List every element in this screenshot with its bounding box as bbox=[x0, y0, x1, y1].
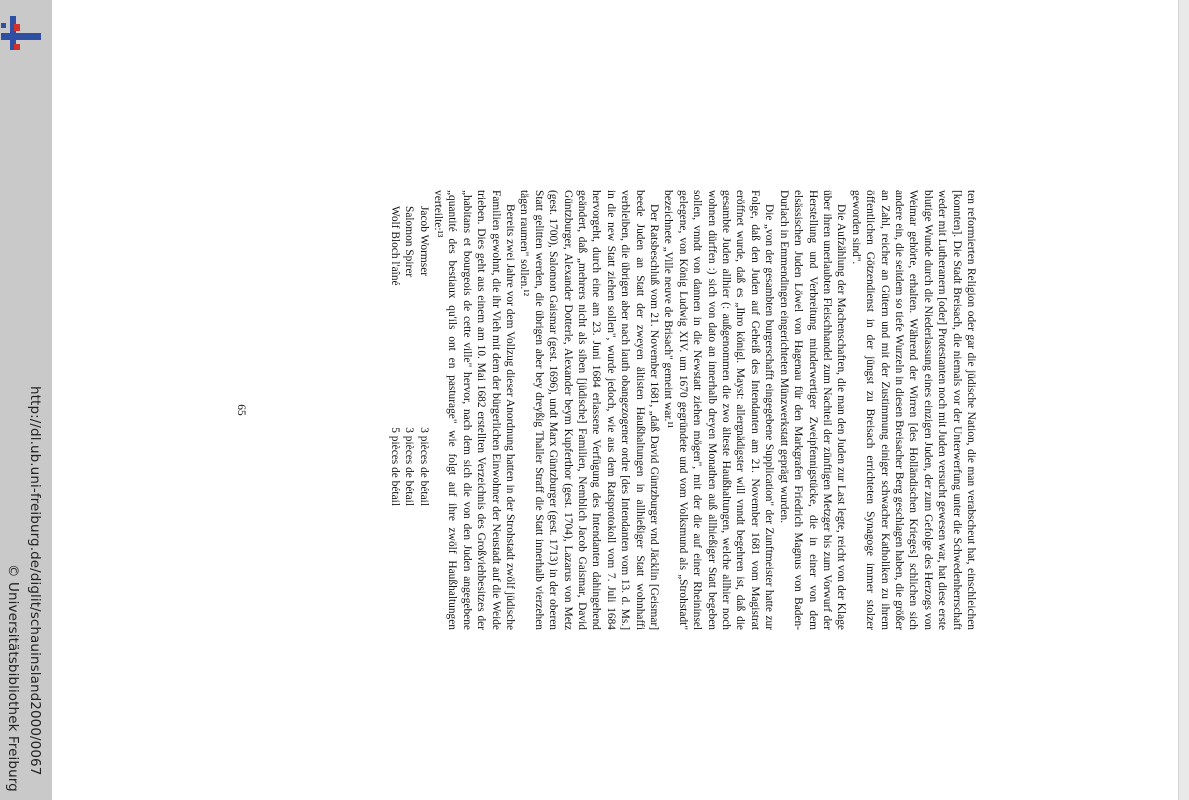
household-name: Wolf Bloch l'aîné bbox=[388, 206, 401, 286]
page-number: 65 bbox=[235, 404, 247, 416]
cattle-count: 3 pièces de bétail bbox=[417, 427, 430, 506]
list-item bbox=[416, 206, 430, 506]
body-text bbox=[431, 190, 978, 630]
household-list bbox=[387, 206, 430, 630]
list-item bbox=[402, 206, 416, 506]
source-url[interactable]: http://dl.ub.uni-freiburg.de/diglit/schauinsland2000/0067 bbox=[27, 386, 43, 776]
paragraph: Der Ratsbeschluß vom 21. November 1681, „daß David Güntzburger vnd Jäcklin [Geismar] beede Juden an Statt der zweyen ältisten Haußhaltungen in allhießiger Statt wohnhaffi verbleiben, die übrigen aber nach lauth obangezogener ordre [des Intendanten vom 13. d. Ms.] in die new Statt ziehen sollen", wurde jedoch, wie aus dem Ratsprotokoll vom 7. Juli 1684 hervorgeht, durch eine am 23. Juni 1684 erlassene Verfügung des Intendanten dahingehend geändert, daß „mehrers nicht als siben [jüdische] Familien, Nemblich Jacob Gaismar, David Güntzburger, Alexander Dotterle, Alexander beym Kupferthor (gest. 1704), Lazarus von Metz (gest. 1700), Salomon Gaismar (gest. 1696), undt Marx Güntzburger (gest. 1713) in der oberen Statt gelitten werden, die übrigen aber bey dreyßig Thaller Straff die Statt innerhalb vierzehen tägen raumen" sollen.¹² bbox=[518, 190, 661, 630]
copyright-notice: © Universitätsbibliothek Freiburg bbox=[5, 564, 21, 792]
paragraph: ten reformierten Religion oder gar die jüdische Nation, die man verabscheut hat, einschleichen [konnten]. Die Stadt Breisach, die niemals vor der Unterwerfung unter die Schwedenherrschaft weder mit Lutheranern [oder] Protestanten noch mit Juden versucht gewesen war, hat diese erste blutige Wunde durch die Niederlassung eines einzigen Juden, der zum Gefolge des Herzogs von Weimar gehörte, erhalten. Während der Wirren [des Holländischen Krieges] schlichen sich andere ein, die seitdem so tiefe Wurzeln in diesen Breisacher Berg geschlagen haben, die größer an Zahl, reicher an Gütern und mit der Zustimmung einiger schwacher Katholiken zu ihrem öffentlichen Götzendienst in der jüngst zu Breisach errichteten Synagoge immer stolzer geworden sind". bbox=[849, 190, 977, 630]
page-edge bbox=[1178, 0, 1189, 800]
sidebar bbox=[0, 0, 52, 800]
document-page bbox=[235, 190, 978, 630]
paragraph: Die „von der gesambten burgerschafft eingegebene Supplication" der Zunftmeister hatte zur Folge, daß den Juden auf Geheiß des Intendanten am 21. November 1681 vom Magistrat eröffnet wurde, daß es „Ihro königl. Mayst: allergnädigster will vnndt begehren ist, daß die gesambte Juden allhier (: außgenommen die zwo älteste Haußhaltungen, welche allhier noch wohnen dürffen :) sich von dato an innerhalb dreyen Monathen auß allhießiger Statt begeben sollen, vnndt von dannen in die Newstatt ziehen mögen", mit der die auf einer Rheininsel gelegene, von König Ludwig XIV. um 1670 gegründete und vom Volksmund als „Strohstadt" bezeichnete „Ville neuve de Brisach" gemeint war.¹¹ bbox=[662, 190, 776, 630]
household-name: Jacob Wormser bbox=[417, 206, 430, 277]
paragraph: Bereits zwei Jahre vor dem Vollzug dieser Anordnung hatten in der Strohstadt zwölf jüdische Familien gewohnt, die ihr Vieh mit dem der bürgerlichen Einwohner der Neustadt auf die Weide trieben. Dies geht aus einem am 10. Mai 1682 erstellten Verzeichnis des Großviehbesitzes der „habitans et bourgeois de cette ville" hervor, nach dem sich die von den Juden angegebene „quantité des bestiaux qu'ils ont en pasturage" wie folgt auf ihre zwölf Haußhaltungen verteilte:¹³ bbox=[431, 190, 516, 630]
paragraph: Die Aufzählung der Machenschaften, die man den Juden zur Last legte, reicht von der Klage über ihren unerlaubten Fleischhandel zum Nachteil der zünftigen Metzger bis zum Vorwurf der Herstellung und Verbreitung minderwertiger Zweipfennigstücke, die in einer von dem elsässischen Juden Löwel von Hagenau für den Markgrafen Friedrich Magnus von Baden-Durlach in Emmendingen eingerichteten Münzwerkstatt geprägt wurden. bbox=[777, 190, 848, 630]
cattle-count: 3 pièces de bétail bbox=[403, 427, 416, 506]
cattle-count: 5 pièces de bétail bbox=[388, 427, 401, 506]
household-name: Salomon Spirer bbox=[403, 206, 416, 278]
logo-mark bbox=[0, 10, 46, 52]
list-item bbox=[387, 206, 401, 506]
